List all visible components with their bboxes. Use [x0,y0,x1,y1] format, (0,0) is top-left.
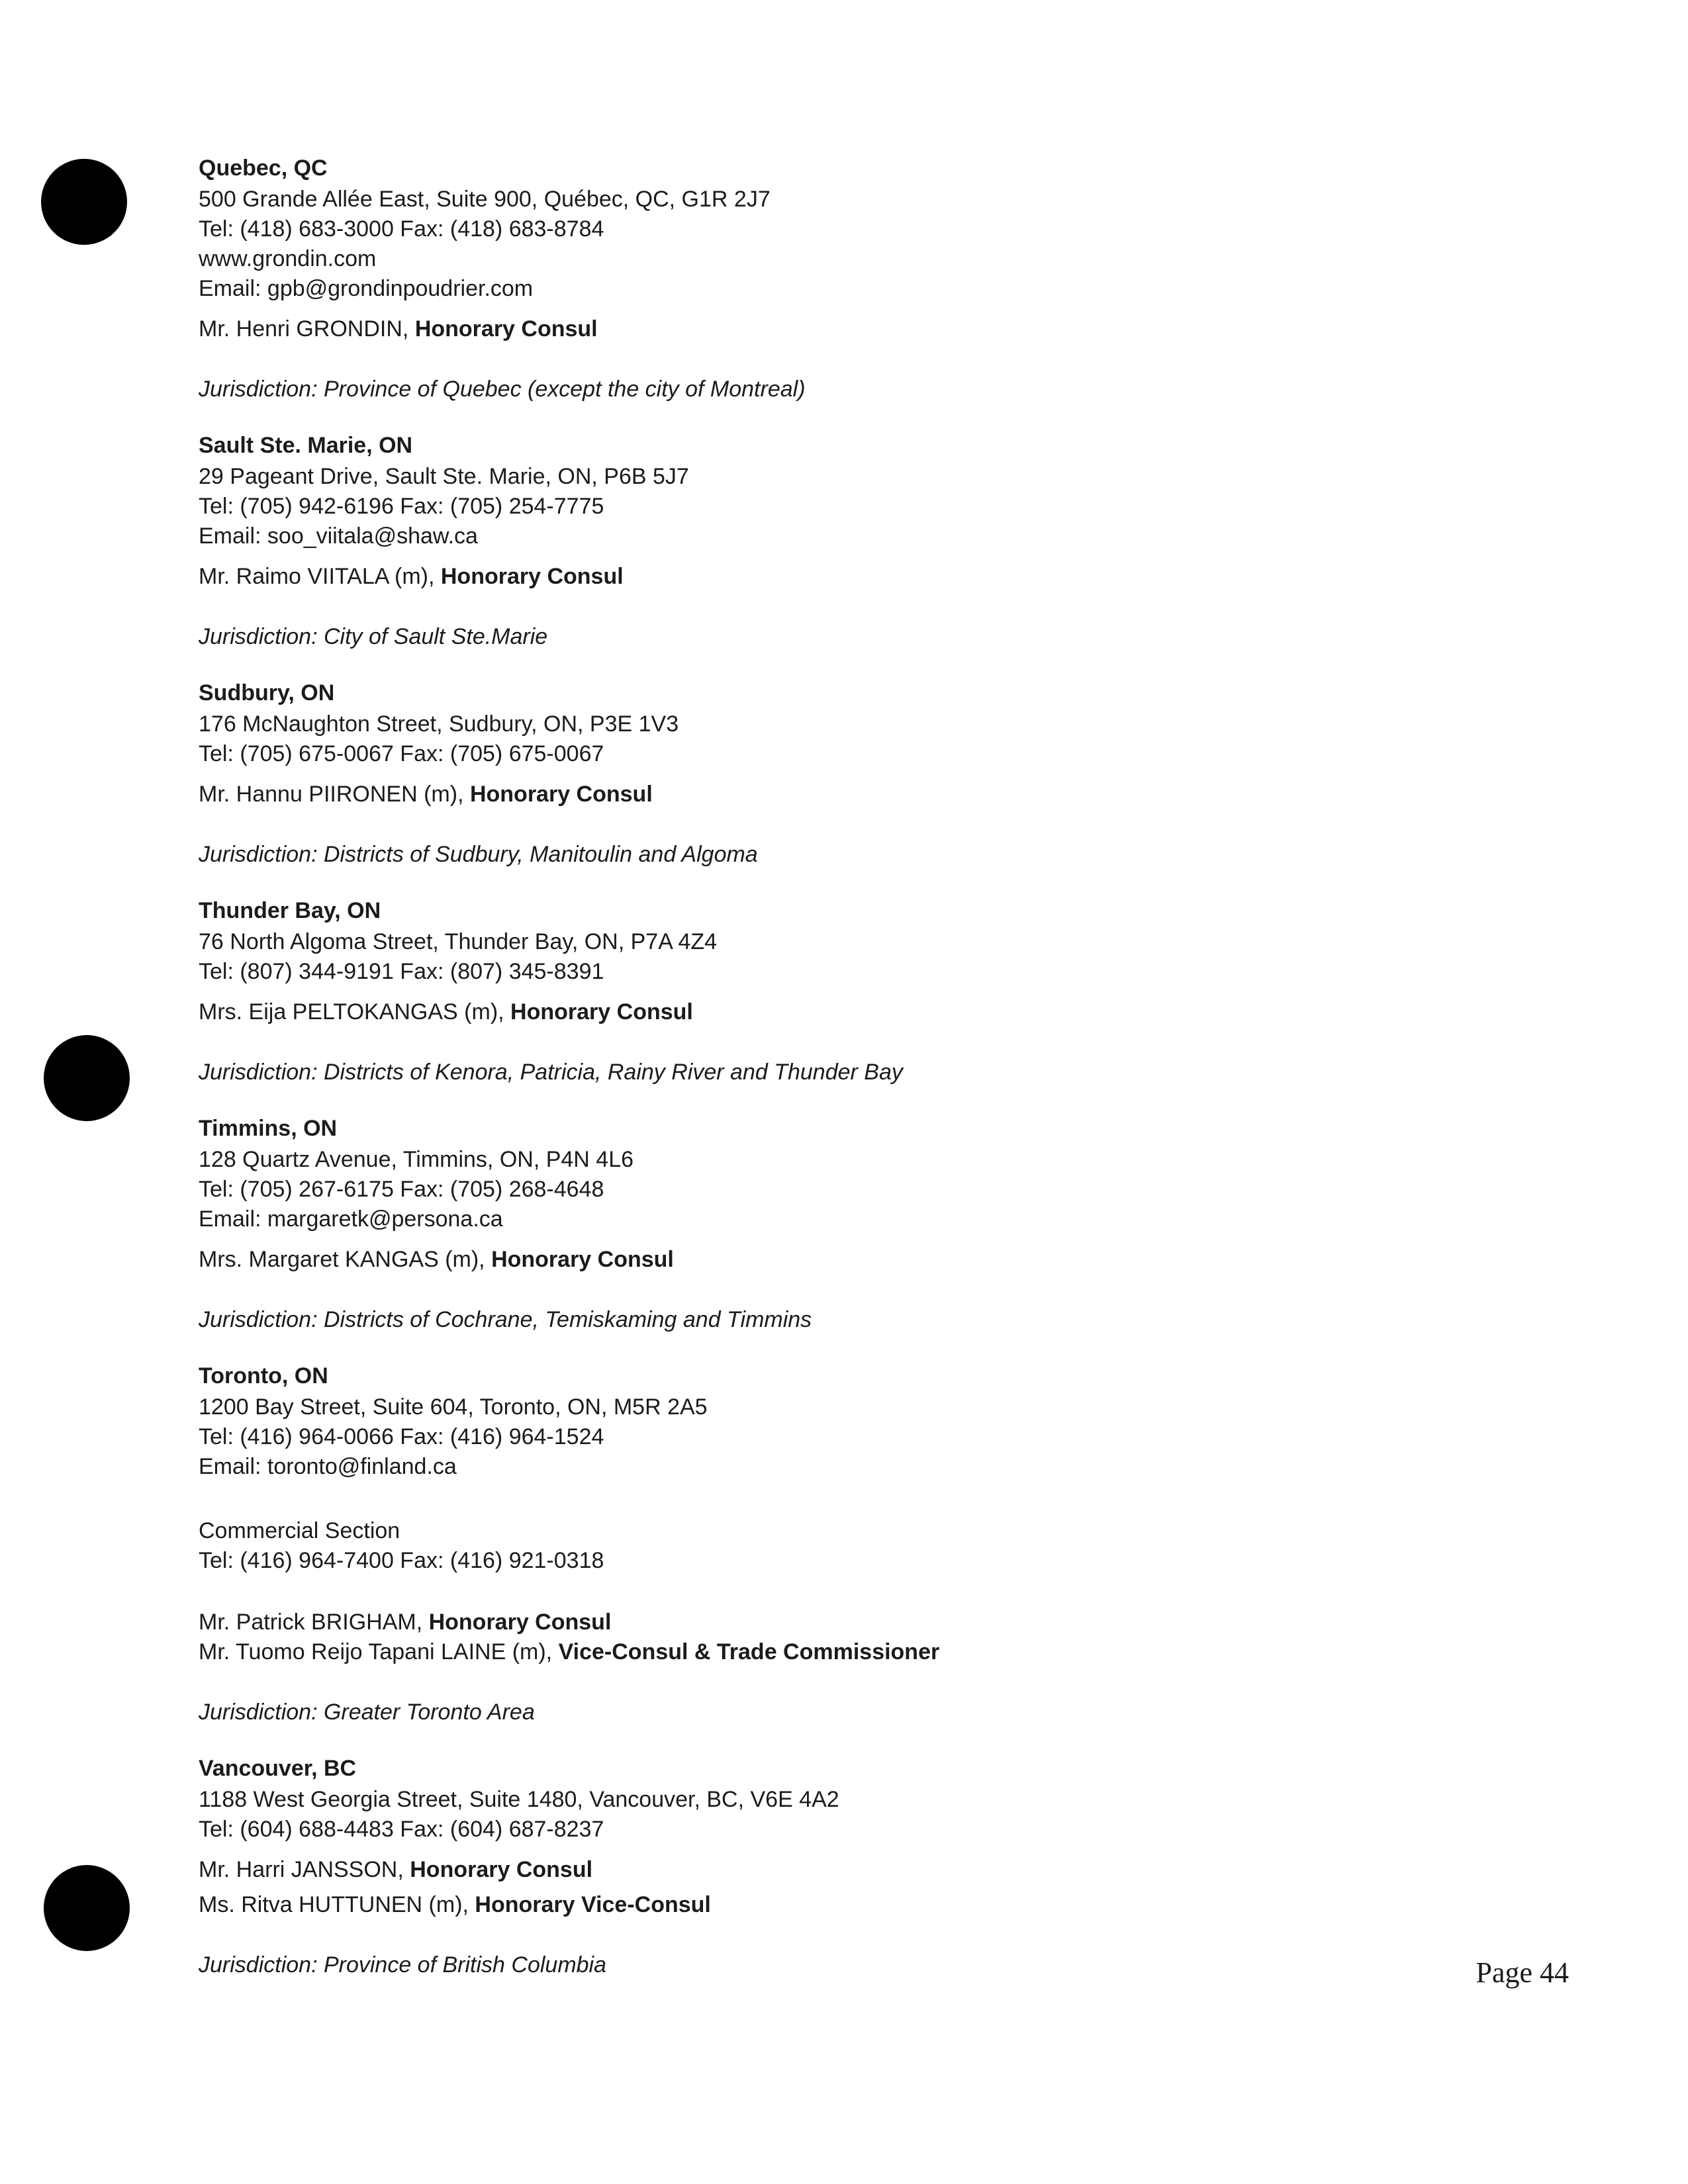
entry-city: Quebec, QC [199,156,328,181]
page-number: Page 44 [1476,1956,1569,1989]
entry-phone: Tel: (418) 683-3000 Fax: (418) 683-8784 [199,216,604,242]
entry-person [199,997,1456,1027]
entry-email: Email: soo_viitala@shaw.ca [199,523,478,549]
person-name: Mr. Patrick BRIGHAM, [199,1610,429,1635]
person-role: Honorary Consul [410,1857,593,1882]
commercial-section-title: Commercial Section [199,1518,400,1543]
entry-jurisdiction: Jurisdiction: Districts of Kenora, Patricia, Rainy River and Thunder Bay [199,1060,903,1085]
entry-city: Vancouver, BC [199,1756,357,1781]
entry-jurisdiction: Jurisdiction: Greater Toronto Area [199,1700,535,1725]
person-role: Honorary Consul [428,1610,612,1635]
entry-address: 500 Grande Allée East, Suite 900, Québec, QC, G1R 2J7 [199,187,771,212]
consulate-entry-toronto [199,1361,1456,1727]
person-role: Honorary Consul [491,1247,674,1272]
entry-address: 1200 Bay Street, Suite 604, Toronto, ON, M5R 2A5 [199,1394,708,1420]
entry-phone: Tel: (416) 964-0066 Fax: (416) 964-1524 [199,1424,604,1449]
entry-jurisdiction: Jurisdiction: Districts of Cochrane, Temiskaming and Timmins [199,1307,812,1332]
entry-address: 1188 West Georgia Street, Suite 1480, Vancouver, BC, V6E 4A2 [199,1787,839,1812]
entry-person [199,1245,1456,1275]
entry-city: Sault Ste. Marie, ON [199,433,413,458]
entry-person [199,780,1456,809]
entry-phone: Tel: (705) 675-0067 Fax: (705) 675-0067 [199,741,604,766]
entry-person [199,562,1456,592]
entry-email: Email: gpb@grondinpoudrier.com [199,276,534,301]
entry-city: Sudbury, ON [199,680,335,705]
person-role: Honorary Consul [469,782,653,807]
entry-address: 29 Pageant Drive, Sault Ste. Marie, ON, P6B 5J7 [199,464,689,489]
entry-address: 176 McNaughton Street, Sudbury, ON, P3E 1V3 [199,711,679,737]
punch-hole [41,159,127,245]
entry-person [199,1637,1456,1667]
entry-phone: Tel: (604) 688-4483 Fax: (604) 687-8237 [199,1817,604,1842]
entry-phone: Tel: (807) 344-9191 Fax: (807) 345-8391 [199,959,604,984]
person-name: Mr. Tuomo Reijo Tapani LAINE (m), [199,1639,559,1664]
person-role: Vice-Consul & Trade Commissioner [558,1639,940,1664]
entry-phone: Tel: (705) 267-6175 Fax: (705) 268-4648 [199,1177,604,1202]
person-name: Mrs. Margaret KANGAS (m), [199,1247,492,1272]
consulate-entry-vancouver [199,1754,1456,1980]
entry-phone: Tel: (705) 942-6196 Fax: (705) 254-7775 [199,494,604,519]
person-role: Honorary Consul [510,999,693,1024]
entry-address: 128 Quartz Avenue, Timmins, ON, P4N 4L6 [199,1147,634,1172]
entry-city: Thunder Bay, ON [199,898,381,923]
person-role: Honorary Vice-Consul [475,1892,711,1917]
entry-jurisdiction: Jurisdiction: Districts of Sudbury, Manitoulin and Algoma [199,842,758,867]
consulate-entry-sault-ste-marie [199,431,1456,652]
punch-hole [44,1035,130,1121]
person-role: Honorary Consul [440,564,624,589]
punch-hole [44,1865,130,1951]
consulate-entry-timmins [199,1114,1456,1335]
person-name: Mr. Hannu PIIRONEN (m), [199,782,470,807]
entry-email: Email: toronto@finland.ca [199,1454,457,1479]
entry-jurisdiction: Jurisdiction: Province of Quebec (except the city of Montreal) [199,377,806,402]
commercial-section-phone: Tel: (416) 964-7400 Fax: (416) 921-0318 [199,1548,604,1573]
consulate-entry-quebec [199,154,1456,404]
consulate-entry-thunder-bay [199,896,1456,1087]
entry-person [199,1855,1456,1885]
entry-city: Timmins, ON [199,1116,338,1141]
entry-person [199,314,1456,344]
entry-website: www.grondin.com [199,246,377,271]
person-name: Mr. Harri JANSSON, [199,1857,410,1882]
entry-address: 76 North Algoma Street, Thunder Bay, ON, P7A 4Z4 [199,929,718,954]
entry-email: Email: margaretk@persona.ca [199,1206,503,1232]
entry-jurisdiction: Jurisdiction: City of Sault Ste.Marie [199,624,548,649]
person-name: Mr. Henri GRONDIN, [199,316,415,341]
entry-person [199,1890,1456,1920]
consulate-entry-sudbury [199,678,1456,870]
person-name: Ms. Ritva HUTTUNEN (m), [199,1892,475,1917]
person-name: Mrs. Eija PELTOKANGAS (m), [199,999,511,1024]
consulate-list [199,154,1456,2007]
entry-city: Toronto, ON [199,1363,328,1388]
entry-jurisdiction: Jurisdiction: Province of British Columbia [199,1952,607,1978]
person-role: Honorary Consul [414,316,598,341]
entry-person [199,1608,1456,1637]
person-name: Mr. Raimo VIITALA (m), [199,564,441,589]
